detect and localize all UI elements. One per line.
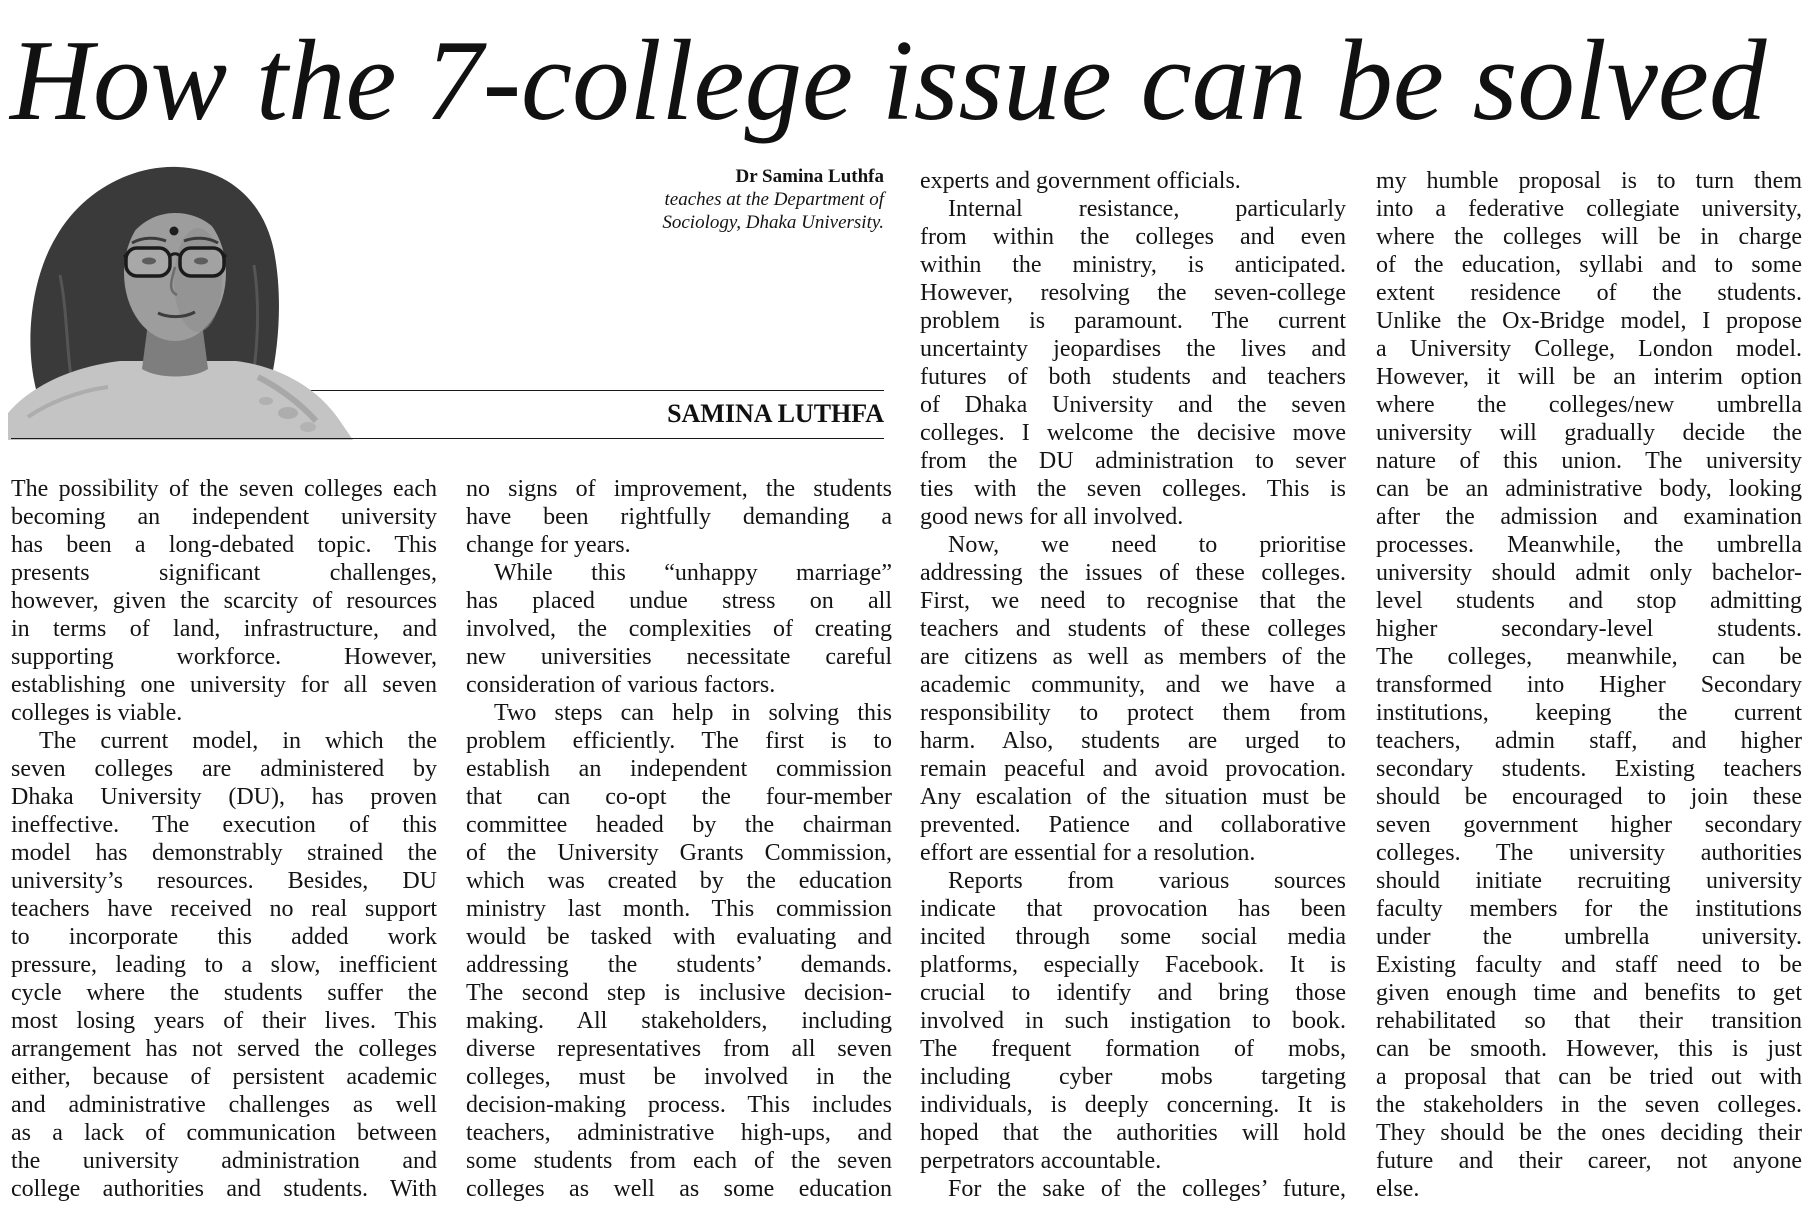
text-line: ties with the seven colleges. This is (920, 476, 1346, 502)
text-line: prevented. Patience and collaborative (920, 812, 1346, 838)
text-line: teachers, admin staff, and higher (1376, 728, 1802, 754)
text-line: Now, we need to prioritise (948, 532, 1346, 558)
text-line: experts and government officials. (920, 168, 1241, 194)
text-line: teachers have received no real support (11, 896, 437, 922)
text-line: involved in such instigation to book. (920, 1008, 1346, 1034)
text-line: cycle where the students suffer the (11, 980, 437, 1006)
text-line: which was created by the education (466, 868, 892, 894)
text-line: has placed undue stress on all (466, 588, 892, 614)
text-line: ineffective. The execution of this (11, 812, 437, 838)
text-line: uncertainty jeopardises the lives and (920, 336, 1346, 362)
text-line: establishing one university for all seven (11, 672, 437, 698)
text-line: most losing years of their lives. This (11, 1008, 437, 1034)
divider-rule (302, 390, 884, 391)
text-line: good news for all involved. (920, 504, 1184, 530)
text-line: futures of both students and teachers (920, 364, 1346, 390)
text-line: of Dhaka University and the seven (920, 392, 1346, 418)
text-line: extent residence of the students. (1376, 280, 1802, 306)
text-line: colleges as well as some education (466, 1176, 892, 1202)
text-line: colleges. I welcome the decisive move (920, 420, 1346, 446)
text-line: new universities necessitate careful (466, 644, 892, 670)
text-line: Two steps can help in solving this (494, 700, 892, 726)
author-photo (8, 155, 353, 440)
text-line: seven government higher secondary (1376, 812, 1802, 838)
paragraph (11, 475, 437, 727)
paragraph (466, 559, 892, 699)
text-line: committee headed by the chairman (466, 812, 892, 838)
paragraph (920, 195, 1346, 531)
text-line: teachers and students of these colleges (920, 616, 1346, 642)
text-line: however, given the scarcity of resources (11, 588, 437, 614)
text-line: in terms of land, infrastructure, and (11, 616, 437, 642)
text-line: establish an independent commission (466, 756, 892, 782)
text-line: model has demonstrably strained the (11, 840, 437, 866)
article-column-3 (920, 167, 1346, 1203)
text-line: colleges is viable. (11, 700, 183, 726)
text-line: diverse representatives from all seven (466, 1036, 892, 1062)
author-name-caps: SAMINA LUTHFA (667, 399, 884, 428)
text-line: the university administration and (11, 1148, 437, 1174)
text-line: The possibility of the seven colleges each (11, 476, 437, 502)
text-line: can be smooth. However, this is just (1376, 1036, 1802, 1062)
text-line: addressing the students’ demands. (466, 952, 892, 978)
text-line: The current model, in which the (39, 728, 437, 754)
text-line: should be encouraged to join these (1376, 784, 1802, 810)
text-line: harm. Also, students are urged to (920, 728, 1346, 754)
byline (662, 165, 884, 234)
text-line: can be an administrative body, looking (1376, 476, 1802, 502)
text-line: For the sake of the colleges’ future, (948, 1176, 1346, 1202)
paragraph (920, 1175, 1346, 1203)
text-line: from the DU administration to sever (920, 448, 1346, 474)
text-line: Any escalation of the situation must be (920, 784, 1346, 810)
text-line: involved, the complexities of creating (466, 616, 892, 642)
text-line: the stakeholders in the seven colleges. (1376, 1092, 1802, 1118)
text-line: a proposal that can be tried out with (1376, 1064, 1802, 1090)
text-line: Reports from various sources (948, 868, 1346, 894)
text-line: addressing the issues of these colleges. (920, 560, 1346, 586)
text-line: However, it will be an interim option (1376, 364, 1802, 390)
text-line: university will gradually decide the (1376, 420, 1802, 446)
divider-rule (11, 438, 884, 439)
text-line: has been a long-debated topic. This (11, 532, 437, 558)
text-line: colleges. The university authorities (1376, 840, 1802, 866)
text-line: incited through some social media (920, 924, 1346, 950)
text-line: Dhaka University (DU), has proven (11, 784, 437, 810)
text-line: where the colleges/new umbrella (1376, 392, 1802, 418)
text-line: remain peaceful and avoid provocation. (920, 756, 1346, 782)
text-line: problem efficiently. The first is to (466, 728, 892, 754)
text-line: university’s resources. Besides, DU (11, 868, 437, 894)
text-line: where the colleges will be in charge (1376, 224, 1802, 250)
text-line: platforms, especially Facebook. It is (920, 952, 1346, 978)
text-line: The colleges, meanwhile, can be (1376, 644, 1802, 670)
text-line: First, we need to recognise that the (920, 588, 1346, 614)
text-line: should initiate recruiting university (1376, 868, 1802, 894)
text-line: after the admission and examination (1376, 504, 1802, 530)
text-line: The frequent formation of mobs, (920, 1036, 1346, 1062)
text-line: processes. Meanwhile, the umbrella (1376, 532, 1802, 558)
text-line: including cyber mobs targeting (920, 1064, 1346, 1090)
text-line: ministry last month. This commission (466, 896, 892, 922)
paragraph (920, 167, 1346, 195)
article-column-4 (1376, 167, 1802, 1203)
text-line: supporting workforce. However, (11, 644, 437, 670)
text-line: hoped that the authorities will hold (920, 1120, 1346, 1146)
text-line: secondary students. Existing teachers (1376, 756, 1802, 782)
paragraph (466, 475, 892, 559)
paragraph (11, 727, 437, 1203)
text-line: change for years. (466, 532, 631, 558)
text-line: of the education, syllabi and to some (1376, 252, 1802, 278)
text-line: level students and stop admitting (1376, 588, 1802, 614)
text-line: future and their career, not anyone (1376, 1148, 1802, 1174)
text-line: my humble proposal is to turn them (1376, 168, 1802, 194)
text-line: higher secondary-level students. (1376, 616, 1802, 642)
text-line: Unlike the Ox-Bridge model, I propose (1376, 308, 1802, 334)
text-line: that can co-opt the four-member (466, 784, 892, 810)
text-line: from within the colleges and even (920, 224, 1346, 250)
paragraph (466, 699, 892, 1203)
text-line: have been rightfully demanding a (466, 504, 892, 530)
text-line: given enough time and benefits to get (1376, 980, 1802, 1006)
text-line: faculty members for the institutions (1376, 896, 1802, 922)
text-line: else. (1376, 1176, 1420, 1202)
text-line: university should admit only bachelor- (1376, 560, 1802, 586)
text-line: some students from each of the seven (466, 1148, 892, 1174)
text-line: Existing faculty and staff need to be (1376, 952, 1802, 978)
text-line: of the University Grants Commission, (466, 840, 892, 866)
text-line: colleges, must be involved in the (466, 1064, 892, 1090)
article-column-2 (466, 475, 892, 1203)
text-line: individuals, is deeply concerning. It is (920, 1092, 1346, 1118)
text-line: within the ministry, is anticipated. (920, 252, 1346, 278)
text-line: would be tasked with evaluating and (466, 924, 892, 950)
text-line: academic community, and we have a (920, 672, 1346, 698)
text-line: and administrative challenges as well (11, 1092, 437, 1118)
paragraph (1376, 167, 1802, 1203)
text-line: decision-making process. This includes (466, 1092, 892, 1118)
text-line: either, because of persistent academic (11, 1064, 437, 1090)
text-line: to incorporate this added work (11, 924, 437, 950)
text-line: They should be the ones deciding their (1376, 1120, 1802, 1146)
text-line: becoming an independent university (11, 504, 437, 530)
byline-bio-line: teaches at the Department of (664, 189, 884, 210)
text-line: seven colleges are administered by (11, 756, 437, 782)
paragraph (920, 867, 1346, 1175)
text-line: responsibility to protect them from (920, 700, 1346, 726)
headline: How the 7-college issue can be solved (10, 17, 1767, 144)
text-line: effort are essential for a resolution. (920, 840, 1256, 866)
text-line: consideration of various factors. (466, 672, 776, 698)
text-line: presents significant challenges, (11, 560, 437, 586)
byline-name: Dr Samina Luthfa (735, 166, 884, 187)
text-line: problem is paramount. The current (920, 308, 1346, 334)
text-line: crucial to identify and bring those (920, 980, 1346, 1006)
text-line: into a federative collegiate university, (1376, 196, 1802, 222)
text-line: college authorities and students. With (11, 1176, 437, 1202)
text-line: pressure, leading to a slow, inefficient (11, 952, 437, 978)
text-line: While this “unhappy marriage” (494, 560, 892, 586)
byline-bio-line: Sociology, Dhaka University. (662, 212, 884, 233)
text-line: institutions, keeping the current (1376, 700, 1802, 726)
text-line: as a lack of communication between (11, 1120, 437, 1146)
text-line: arrangement has not served the colleges (11, 1036, 437, 1062)
paragraph (920, 531, 1346, 867)
text-line: perpetrators accountable. (920, 1148, 1162, 1174)
text-line: are citizens as well as members of the (920, 644, 1346, 670)
article-column-1 (11, 475, 437, 1203)
text-line: making. All stakeholders, including (466, 1008, 892, 1034)
text-line: teachers, administrative high-ups, and (466, 1120, 892, 1146)
text-line: under the umbrella university. (1376, 924, 1802, 950)
text-line: a University College, London model. (1376, 336, 1802, 362)
text-line: nature of this union. The university (1376, 448, 1802, 474)
text-line: rehabilitated so that their transition (1376, 1008, 1802, 1034)
text-line: The second step is inclusive decision- (466, 980, 892, 1006)
text-line: no signs of improvement, the students (466, 476, 892, 502)
text-line: Internal resistance, particularly (948, 196, 1346, 222)
text-line: transformed into Higher Secondary (1376, 672, 1802, 698)
text-line: indicate that provocation has been (920, 896, 1346, 922)
text-line: However, resolving the seven-college (920, 280, 1346, 306)
bindi (170, 227, 179, 236)
